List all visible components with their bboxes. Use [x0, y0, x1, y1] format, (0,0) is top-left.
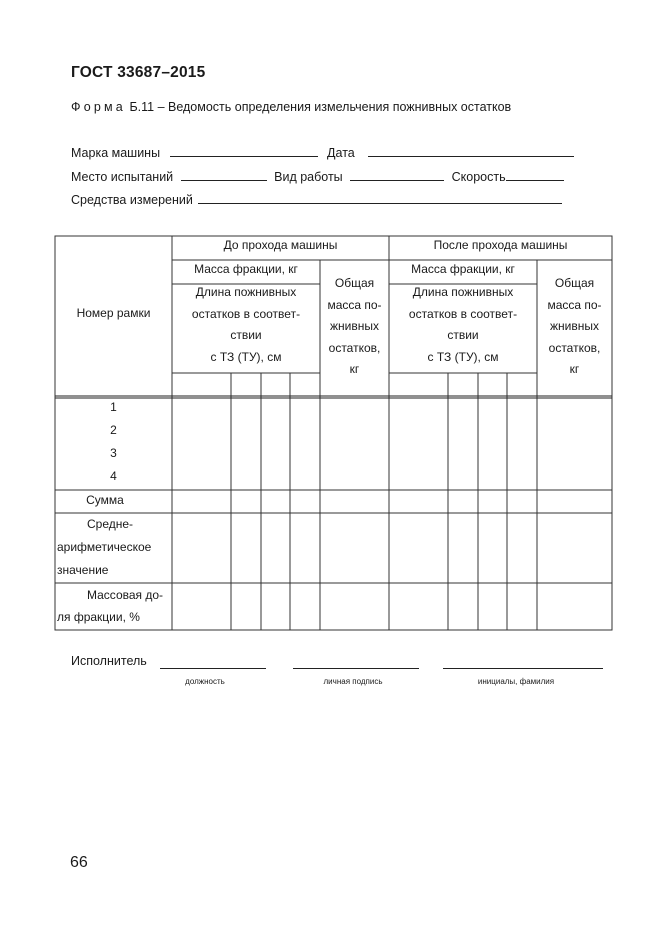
- total-mass-line-4: остатков,: [328, 340, 381, 355]
- length-line-2: остатков в соответ-: [191, 306, 301, 321]
- length-line-1: Длина пожнивных: [195, 285, 297, 299]
- page-number: 66: [70, 854, 88, 871]
- total-mass-line-5: кг: [569, 362, 580, 376]
- form-title: [71, 100, 511, 114]
- mass-share-line-2: ля фракции, %: [57, 610, 140, 624]
- date-label: Дата: [327, 146, 355, 160]
- standard-number: ГОСТ 33687–2015: [71, 64, 206, 81]
- total-mass-line-5: кг: [349, 362, 360, 376]
- date-line: [368, 146, 574, 157]
- form-title-text: Б.11 – Ведомость определения измельчения пожнивных остатков: [129, 100, 512, 114]
- work-type-label: Вид работы: [274, 170, 343, 184]
- speed-label: Скорость: [451, 170, 506, 184]
- length-header-after: [389, 282, 537, 368]
- test-place-line: [181, 170, 267, 181]
- signature-line: [293, 656, 419, 669]
- fraction-mass-before: Масса фракции, кг: [194, 262, 298, 276]
- field-row-3: [71, 193, 562, 207]
- length-line-2: остатков в соответ-: [408, 306, 518, 321]
- total-mass-header-before: [320, 273, 389, 381]
- total-mass-header-after: [537, 273, 612, 381]
- col-frame-number: Номер рамки: [76, 306, 151, 320]
- total-mass-line-3: жнивных: [330, 319, 379, 333]
- total-mass-line-2: масса по-: [327, 297, 382, 312]
- total-mass-line-4: остатков,: [548, 340, 601, 355]
- field-row-2: [71, 170, 564, 184]
- test-place-label: Место испытаний: [71, 170, 174, 184]
- length-line-4: с ТЗ (ТУ), см: [210, 349, 282, 364]
- position-caption: должность: [185, 677, 225, 686]
- name-caption: инициалы, фамилия: [477, 677, 555, 686]
- executor-label: Исполнитель: [71, 654, 147, 668]
- frame-number-list: [55, 396, 172, 488]
- length-header-before: [172, 282, 320, 368]
- total-mass-line-1: Общая: [554, 276, 595, 290]
- total-mass-line-2: масса по-: [547, 297, 602, 312]
- length-line-1: Длина пожнивных: [412, 285, 514, 299]
- frame-1: 1: [110, 400, 117, 414]
- mean-line-1: Средне-: [87, 517, 134, 531]
- position-line: [160, 656, 266, 669]
- machine-brand-line: [170, 146, 318, 157]
- speed-line: [506, 170, 564, 181]
- total-mass-line-1: Общая: [334, 276, 375, 290]
- frame-3: 3: [110, 446, 117, 460]
- after-pass-header: После прохода машины: [433, 238, 568, 252]
- fraction-mass-after: Масса фракции, кг: [411, 262, 515, 276]
- before-pass-header: До прохода машины: [223, 238, 338, 252]
- row-mean-label: [55, 513, 172, 582]
- total-mass-line-3: жнивных: [550, 319, 599, 333]
- measuring-tools-label: Средства измерений: [71, 193, 193, 207]
- row-sum-label: Сумма: [86, 493, 124, 507]
- length-line-3: ствии: [447, 328, 479, 342]
- row-mass-share-label: [55, 584, 172, 628]
- mean-line-2: арифметическое: [57, 540, 152, 554]
- mean-line-3: значение: [57, 563, 109, 577]
- length-line-4: с ТЗ (ТУ), см: [427, 349, 499, 364]
- field-row-1: [71, 146, 574, 160]
- measuring-tools-line: [198, 193, 562, 204]
- signature-caption: личная подпись: [323, 677, 383, 686]
- work-type-line: [350, 170, 444, 181]
- length-line-3: ствии: [230, 328, 262, 342]
- name-line: [443, 656, 603, 669]
- frame-4: 4: [110, 469, 117, 483]
- form-word: Форма: [71, 100, 126, 114]
- frame-2: 2: [110, 423, 117, 437]
- mass-share-line-1: Массовая до-: [87, 588, 164, 602]
- machine-brand-label: Марка машины: [71, 146, 161, 160]
